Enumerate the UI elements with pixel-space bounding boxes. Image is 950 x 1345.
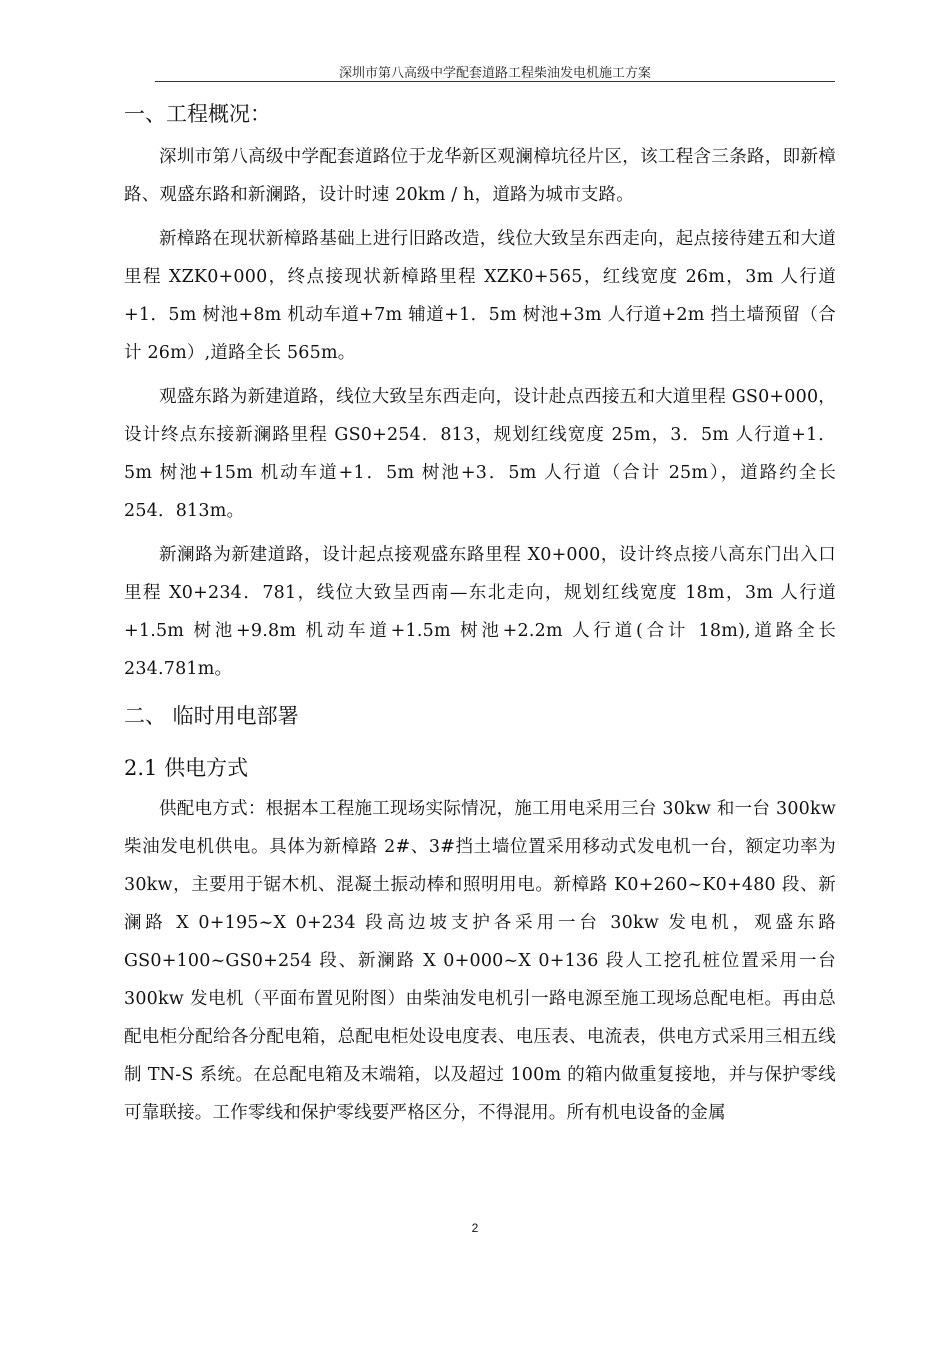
- section-1-paragraph-4: 新澜路为新建道路，设计起点接观盛东路里程 X0+000，设计终点接八高东门出入口里程 X0+234．781，线位大致呈西南—东北走向，规划红线宽度 18m，3m 人行道+1.5m 树池+9.8m 机动车道+1.5m 树池+2.2m 人行道(合计 18m),道路全长 234.781m。: [124, 545, 836, 679]
- running-header: 深圳市第八高级中学配套道路工程柴油发电机施工方案: [338, 66, 651, 81]
- subsection-2-1-heading: 2.1 供电方式: [124, 756, 249, 780]
- header-divider: [155, 81, 835, 82]
- page-number: 2: [471, 1221, 479, 1235]
- section-1-paragraph-2: 新樟路在现状新樟路基础上进行旧路改造，线位大致呈东西走向，起点接待建五和大道里程 XZK0+000，终点接现状新樟路里程 XZK0+565，红线宽度 26m，3m 人行道+1．5m 树池+8m 机动车道+7m 辅道+1．5m 树池+3m 人行道+2m 挡土墙预留（合计 26m）,道路全长 565m。: [124, 229, 836, 363]
- section-1-heading: 一、工程概况：: [124, 102, 271, 126]
- section-1-paragraph-1: 深圳市第八高级中学配套道路位于龙华新区观澜樟坑径片区，该工程含三条路，即新樟路、观盛东路和新澜路，设计时速 20km / h，道路为城市支路。: [124, 147, 836, 205]
- section-1-paragraph-3: 观盛东路为新建道路，线位大致呈东西走向，设计赴点西接五和大道里程 GS0+000，设计终点东接新澜路里程 GS0+254．813，规划红线宽度 25m，3．5m 人行道+1．5m 树池+15m 机动车道+1．5m 树池+3．5m 人行道（合计 25m），道路约全长 254．813m。: [124, 387, 836, 521]
- subsection-2-1-paragraph-1: 供配电方式：根据本工程施工现场实际情况，施工用电采用三台 30kw 和一台 300kw 柴油发电机供电。具体为新樟路 2#、3#挡土墙位置采用移动式发电机一台，额定功率为 30kw，主要用于锯木机、混凝土振动棒和照明用电。新樟路 K0+260~K0+480 段、新澜路 X 0+195~X 0+234 段高边坡支护各采用一台 30kw 发电机，观盛东路 GS0+100~GS0+254 段、新澜路 X 0+000~X 0+136 段人工挖孔桩位置采用一台 300kw 发电机（平面布置见附图）由柴油发电机引一路电源至施工现场总配电柜。再由总配电柜分配给各分配电箱，总配电柜处设电度表、电压表、电流表，供电方式采用三相五线制 TN-S 系统。在总配电箱及末端箱，以及超过 100m 的箱内做重复接地，并与保护零线可靠联接。工作零线和保护零线要严格区分，不得混用。所有机电设备的金属: [124, 799, 836, 1123]
- section-2-heading: 二、 临时用电部署: [124, 704, 299, 728]
- document-body: [124, 92, 836, 1138]
